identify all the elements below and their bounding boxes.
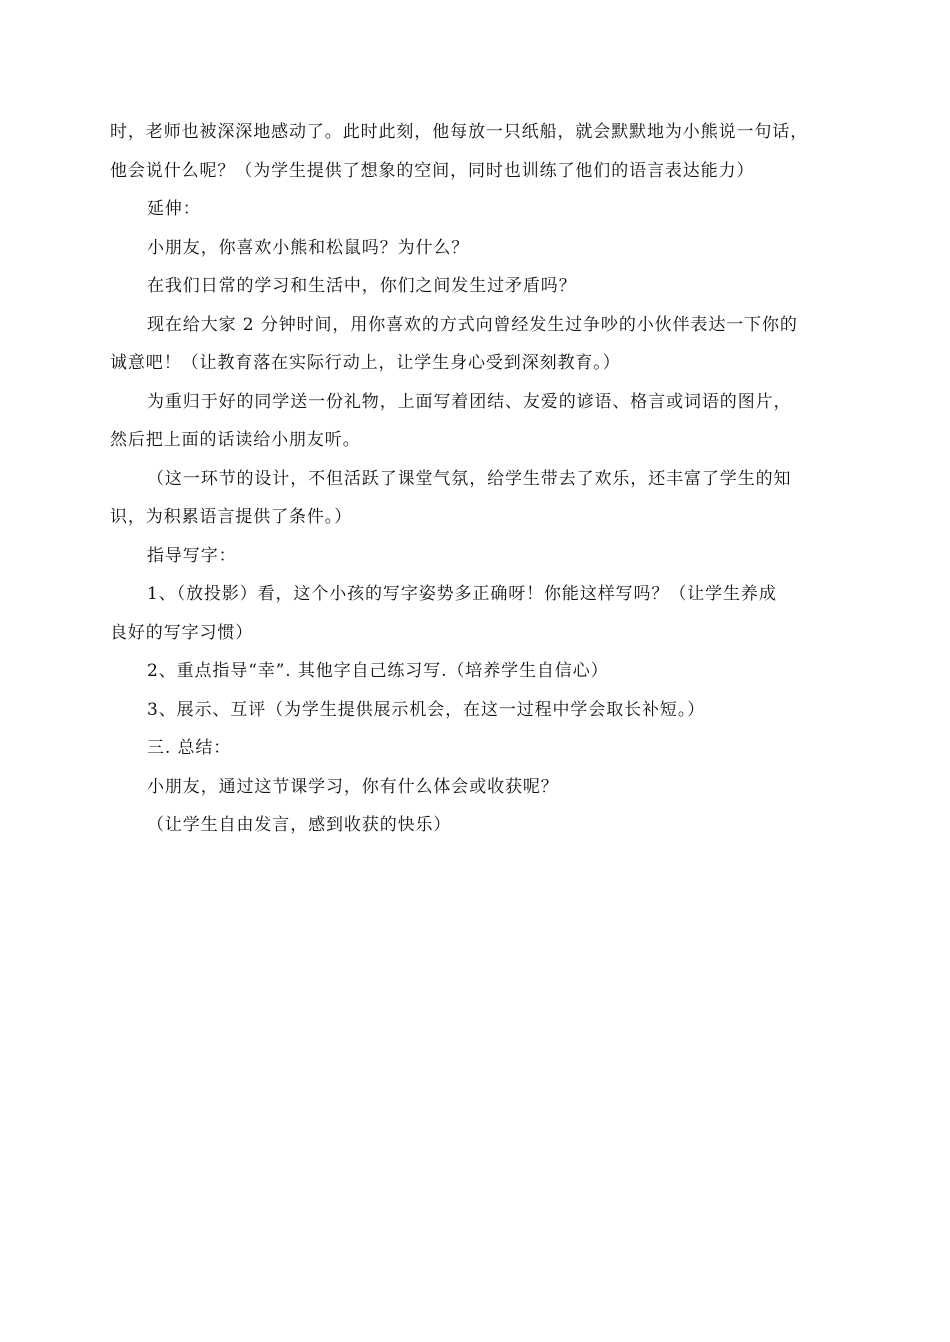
section-heading-extension: 延伸：: [147, 199, 201, 219]
text-line-2: 他会说什么呢？（为学生提供了想象的空间，同时也训练了他们的语言表达能力）: [110, 160, 755, 181]
list-item-1: 1、（放投影）看，这个小孩的写字姿势多正确呀！你能这样写吗？（让学生养成: [147, 584, 777, 604]
text-line-14: 良好的写字习惯）: [110, 622, 254, 643]
section-heading-writing: 指导写字：: [147, 545, 237, 566]
text-line-18: 小朋友，通过这节课学习，你有什么体会或收获呢？: [147, 776, 559, 797]
text-line-7: 诚意吧！（让教育落在实际行动上，让学生身心受到深刻教育。）: [110, 353, 621, 373]
text-line-9: 然后把上面的话读给小朋友听。: [110, 430, 361, 450]
text-line-1: 时，老师也被深深地感动了。此时此刻，他每放一只纸船，就会默默地为小熊说一句话，: [110, 122, 809, 142]
text-line-6: 现在给大家 2 分钟时间，用你喜欢的方式向曾经发生过争吵的小伙伴表达一下你的: [147, 314, 798, 335]
text-line-10: （这一环节的设计，不但活跃了课堂气氛，给学生带去了欢乐，还丰富了学生的知: [147, 468, 792, 489]
text-line-11: 识，为积累语言提供了条件。）: [110, 507, 353, 527]
list-item-2: 2、重点指导“幸”. 其他字自己练习写.（培养学生自信心）: [147, 661, 609, 681]
text-line-5: 在我们日常的学习和生活中，你们之间发生过矛盾吗？: [147, 276, 577, 296]
text-line-4: 小朋友，你喜欢小熊和松鼠吗？为什么？: [147, 237, 470, 258]
section-heading-summary: 三. 总结：: [147, 738, 232, 758]
list-item-3: 3、展示、互评（为学生提供展示机会，在这一过程中学会取长补短。）: [147, 699, 706, 720]
text-line-8: 为重归于好的同学送一份礼物，上面写着团结、友爱的谚语、格言或词语的图片，: [147, 391, 792, 412]
document-body: [110, 113, 850, 845]
text-line-19: （让学生自由发言，感到收获的快乐）: [147, 815, 452, 835]
